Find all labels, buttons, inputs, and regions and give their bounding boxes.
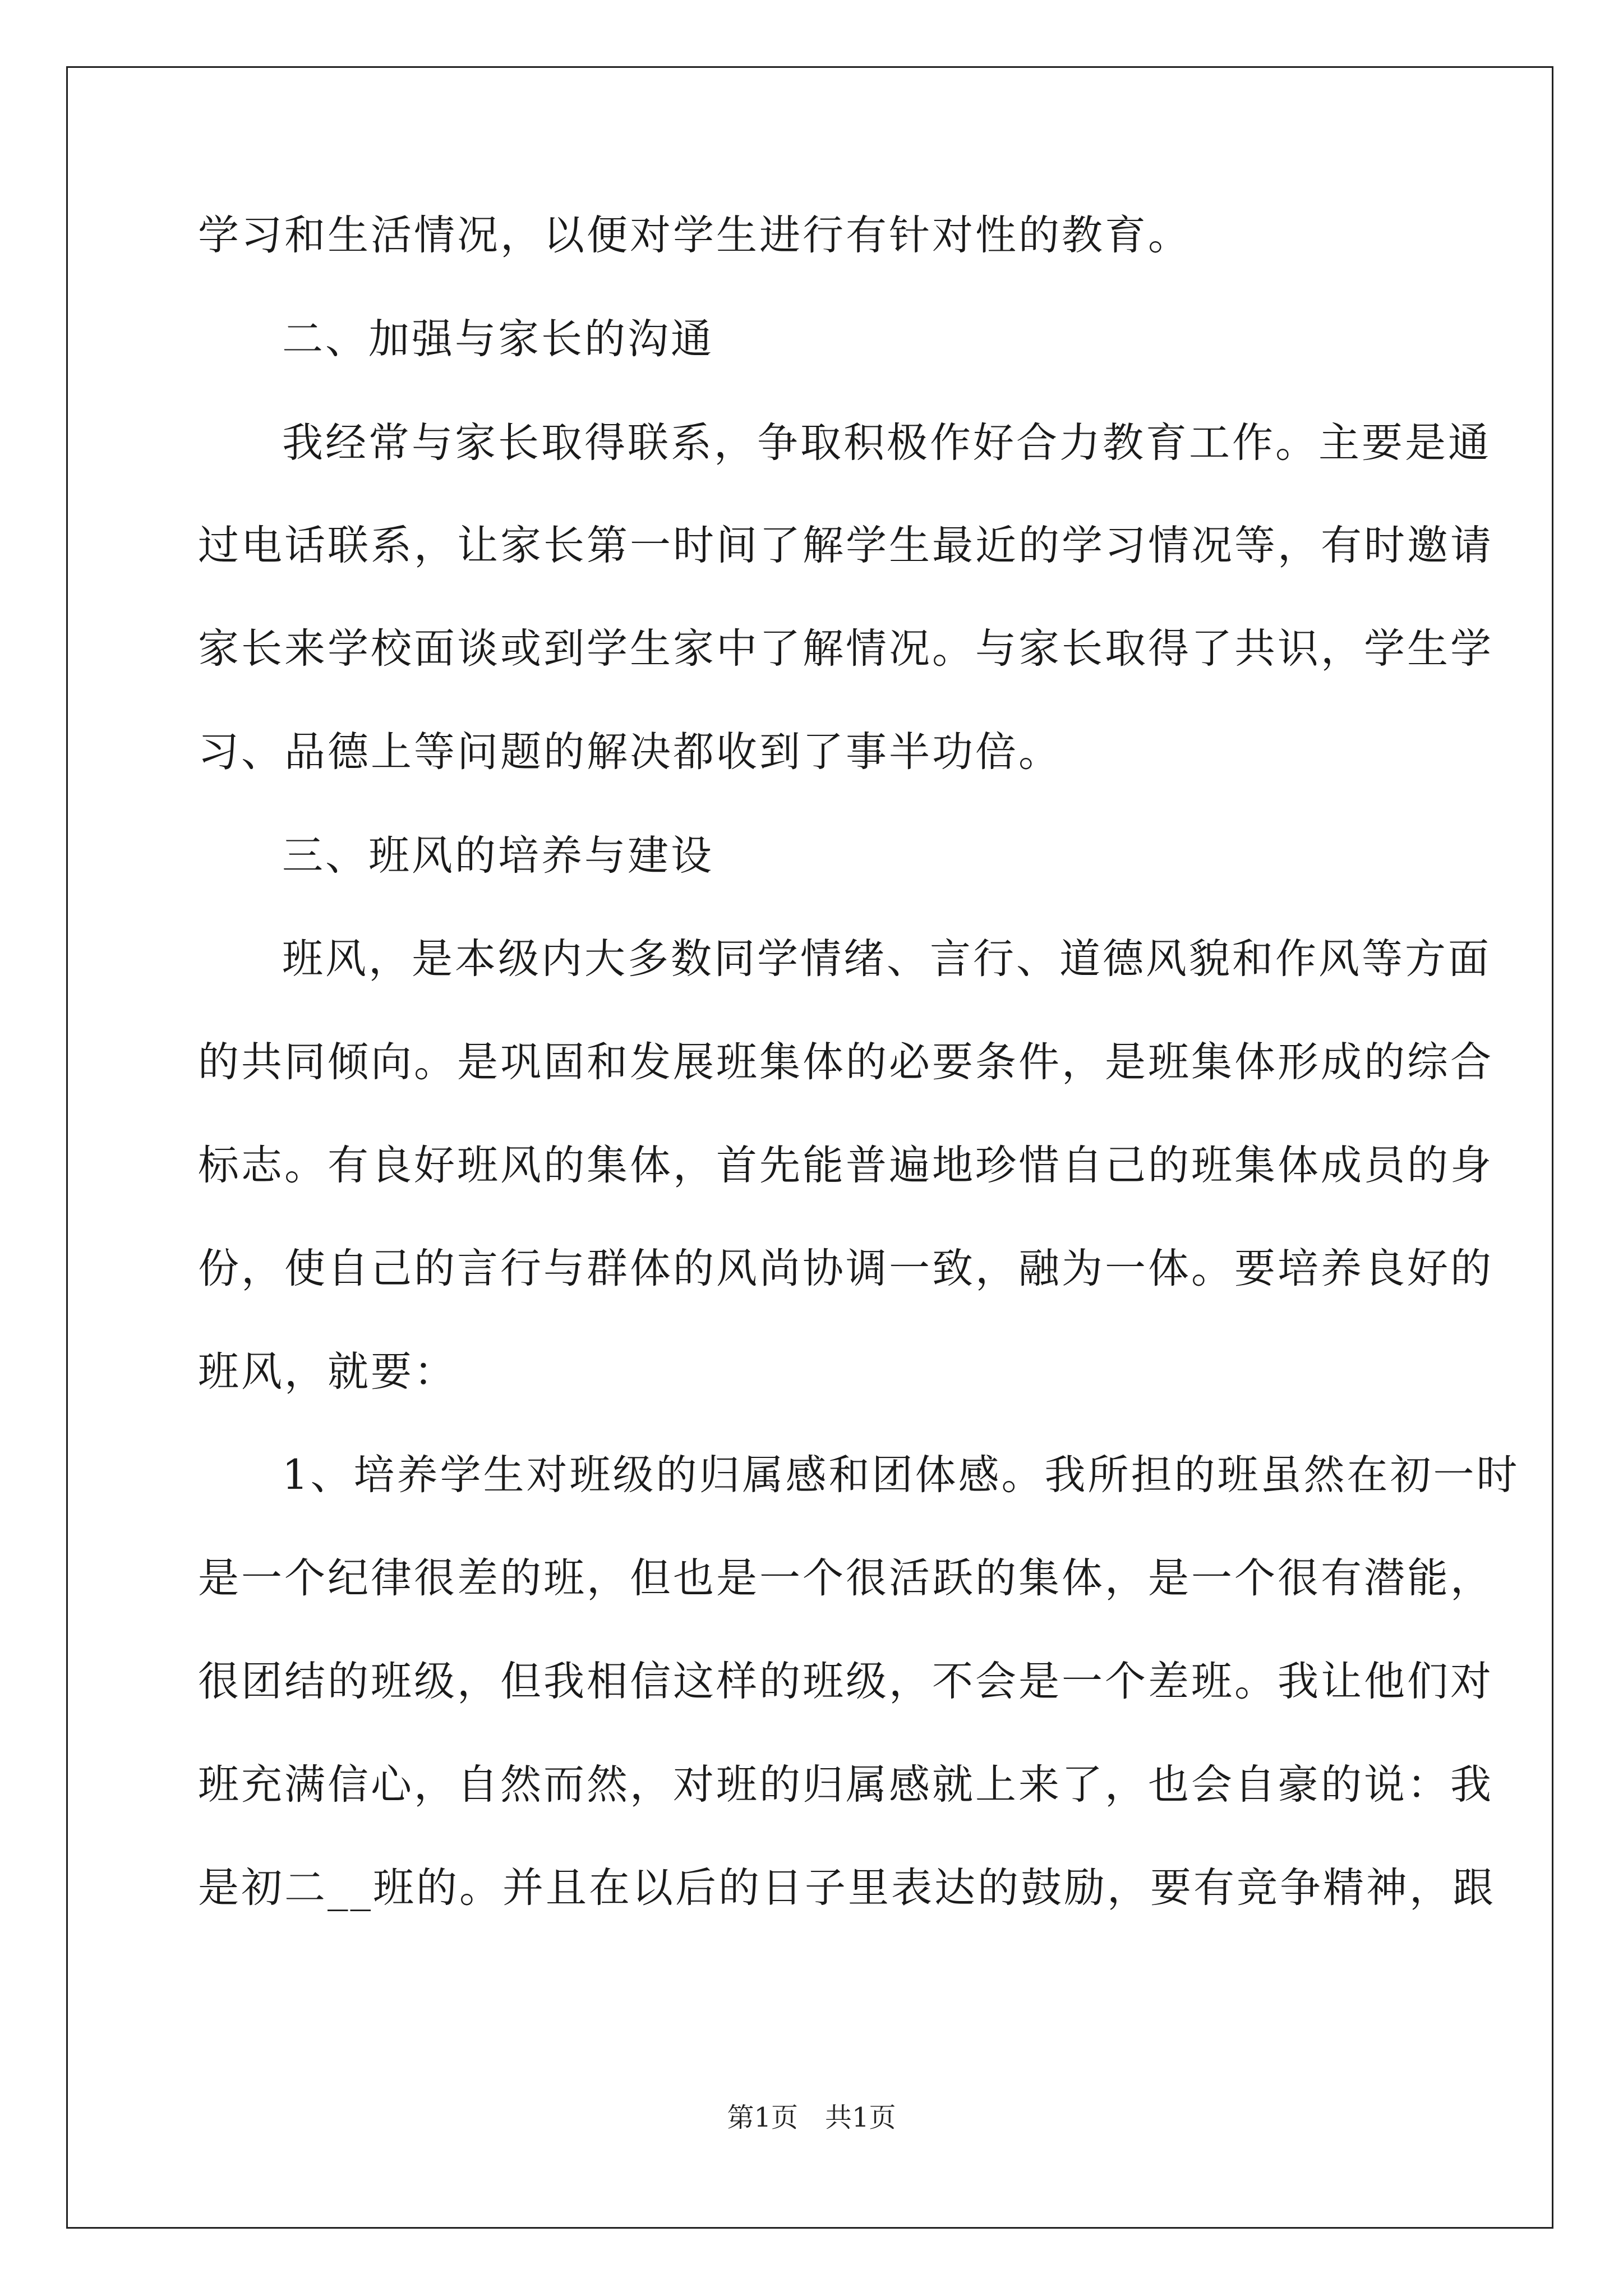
section-heading-2: 二、加强与家长的沟通	[282, 315, 714, 363]
text-line-8: 班风，是本级内大多数同学情绪、言行、道德风貌和作风等方面	[282, 935, 1491, 983]
text-line-14: 是一个纪律很差的班，但也是一个很活跃的集体，是一个很有潜能，	[198, 1554, 1493, 1602]
text-line-6: 习、品德上等问题的解决都收到了事半功倍。	[198, 728, 1062, 776]
text-line-11: 份，使自己的言行与群体的风尚协调一致，融为一体。要培养良好的	[198, 1245, 1493, 1292]
text-line-15: 很团结的班级，但我相信这样的班级，不会是一个差班。我让他们对	[198, 1658, 1493, 1705]
page-number-footer: 第1页 共1页	[727, 2102, 896, 2133]
text-line-3: 我经常与家长取得联系，争取积极作好合力教育工作。主要是通	[282, 419, 1491, 467]
text-line-12: 班风，就要：	[198, 1348, 457, 1396]
text-line-13: 1、培养学生对班级的归属感和团体感。我所担的班虽然在初一时	[282, 1451, 1520, 1499]
text-line-5: 家长来学校面谈或到学生家中了解情况。与家长取得了共识，学生学	[198, 625, 1493, 673]
section-heading-3: 三、班风的培养与建设	[282, 832, 714, 880]
text-line-10: 标志。有良好班风的集体，首先能普遍地珍惜自己的班集体成员的身	[198, 1142, 1493, 1189]
text-line-4: 过电话联系，让家长第一时间了解学生最近的学习情况等，有时邀请	[198, 522, 1493, 569]
text-line-1: 学习和生活情况，以便对学生进行有针对性的教育。	[198, 211, 1191, 259]
text-line-9: 的共同倾向。是巩固和发展班集体的必要条件，是班集体形成的综合	[198, 1038, 1493, 1086]
text-line-17: 是初二__班的。并且在以后的日子里表达的鼓励，要有竞争精神，跟	[198, 1864, 1496, 1912]
text-line-16: 班充满信心，自然而然，对班的归属感就上来了，也会自豪的说：我	[198, 1761, 1493, 1809]
